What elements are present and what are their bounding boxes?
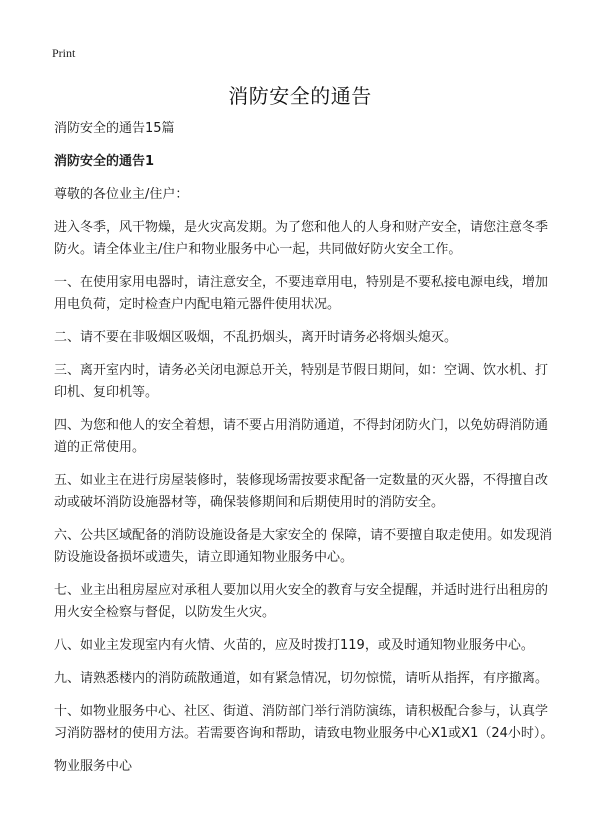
rule-paragraph-7: 七、业主出租房屋应对承租人要加以用火安全的教育与安全提醒，并适时进行出租房的用火安全检察与督促，以防发生火灾。: [54, 583, 549, 620]
rule-paragraph-2: 二、请不要在非吸烟区吸烟，不乱扔烟头，离开时请务必将烟头熄灭。: [54, 330, 458, 345]
rule-paragraph-6: 六、公共区域配备的消防设施设备是大家安全的 保障，请不要擅自取走使用。如发现消防设施设备损坏或遗失，请立即通知物业服务中心。: [54, 528, 553, 565]
greeting-paragraph: 尊敬的各位业主/住户：: [54, 187, 189, 202]
rule-paragraph-3: 三、离开室内时，请务必关闭电源总开关，特别是节假日期间，如：空调、饮水机、打印机、复印机等。: [54, 363, 549, 400]
print-link[interactable]: Print: [52, 46, 76, 60]
document-body: [54, 118, 554, 789]
rule-paragraph-1: 一、在使用家用电器时，请注意安全，不要违章用电，特别是不要私接电源电线，增加用电负荷，定时检查户内配电箱元器件使用状况。: [54, 275, 549, 312]
rule-paragraph-5: 五、如业主在进行房屋装修时，装修现场需按要求配备一定数量的灭火器，不得擅自改动或破坏消防设施器材等，确保装修期间和后期使用时的消防安全。: [54, 473, 549, 510]
rule-paragraph-8: 八、如业主发现室内有火情、火苗的，应及时拨打119，或及时通知物业服务中心。: [54, 638, 534, 653]
rule-paragraph-4: 四、为您和他人的安全着想，请不要占用消防通道，不得封闭防火门，以免妨碍消防通道的正常使用。: [54, 418, 549, 455]
rule-paragraph-9: 九、请熟悉楼内的消防疏散通道，如有紧急情况，切勿惊慌，请听从指挥，有序撤离。: [54, 671, 549, 686]
page-title: 消防安全的通告: [228, 84, 372, 108]
rule-paragraph-10: 十、如物业服务中心、社区、街道、消防部门举行消防演练，请积极配合参与，认真学习消防器材的使用方法。若需要咨询和帮助，请致电物业服务中心X1或X1（24小时）。: [54, 704, 554, 741]
intro-paragraph: 进入冬季，风干物燥，是火灾高发期。为了您和他人的人身和财产安全，请您注意冬季防火。请全体业主/住户和物业服务中心一起，共同做好防火安全工作。: [54, 220, 549, 257]
section-heading: 消防安全的通告1: [54, 154, 155, 169]
document-subtitle: 消防安全的通告15篇: [54, 121, 175, 136]
closing-signature: 物业服务中心: [54, 759, 133, 774]
